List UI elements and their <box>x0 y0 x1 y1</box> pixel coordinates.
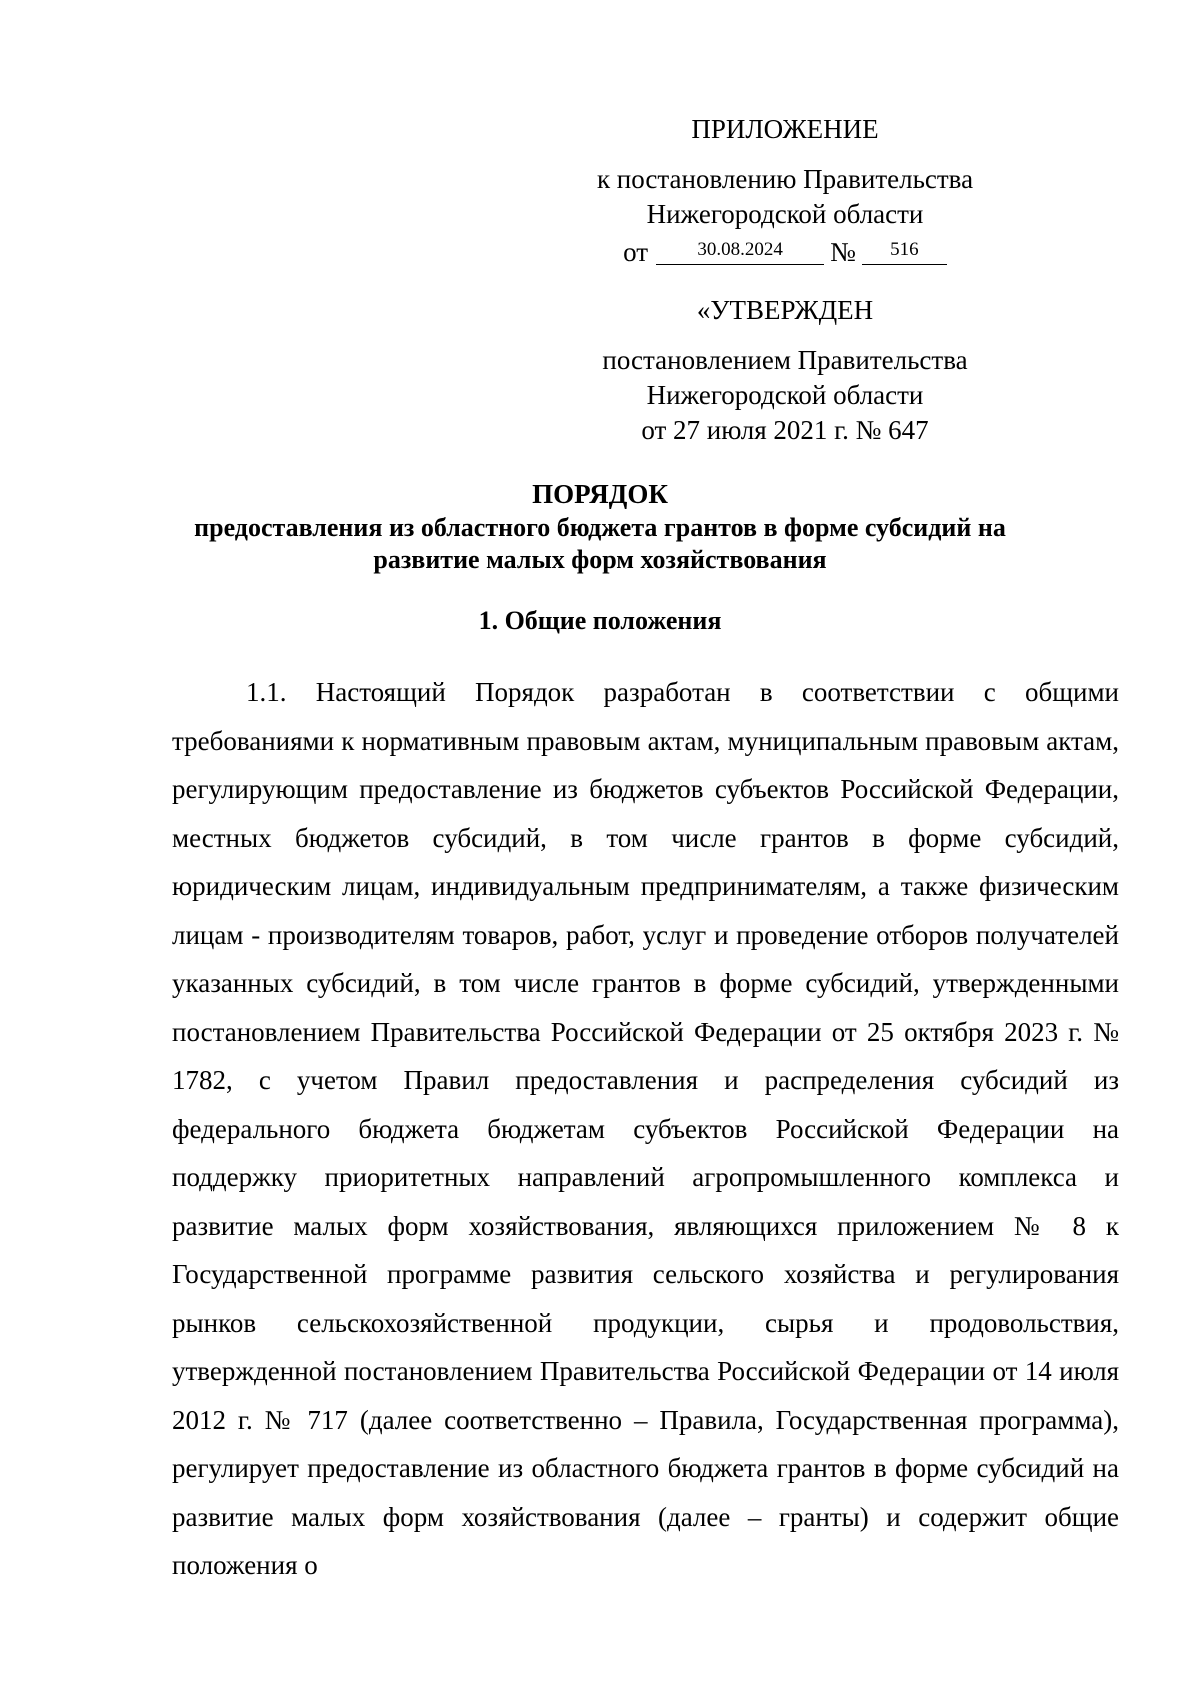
appendix-date-line <box>560 232 1010 270</box>
approved-heading: «УТВЕРЖДЕН <box>696 295 874 325</box>
approved-line-1: постановлением Правительства <box>602 345 968 375</box>
appendix-line-1: к постановлению Правительства <box>596 164 974 194</box>
document-subtitle-line-2: развитие малых форм хозяйствования <box>373 545 827 574</box>
resolution-number: 516 <box>862 239 947 265</box>
document-subtitle-line-1: предоставления из областного бюджета грантов в форме субсидий на <box>194 513 1006 542</box>
approved-block <box>560 293 1010 448</box>
resolution-date: 30.08.2024 <box>656 239 824 265</box>
appendix-heading: ПРИЛОЖЕНИЕ <box>691 114 879 144</box>
document-title: ПОРЯДОК <box>532 479 668 509</box>
document-title-block <box>120 478 1080 576</box>
approved-line-2: Нижегородской области <box>646 380 924 410</box>
appendix-line-2: Нижегородской области <box>646 199 924 229</box>
paragraph-1-1: 1.1. Настоящий Порядок разработан в соответствии с общими требованиями к нормативным правовым актам, муниципальным правовым актам, регулирующим предоставление из бюджетов субъектов Российской Федерации, местных бюджетов субсидий, в том числе грантов в форме субсидий, юридическим лицам, индивидуальным предпринимателям, а также физическим лицам - производителям товаров, работ, услуг и проведение отборов получателей указанных субсидий, в том числе грантов в форме субсидий, утвержденными постановлением Правительства Российской Федерации от 25 октября 2023 г. № 1782, с учетом Правил предоставления и распределения субсидий из федерального бюджета бюджетам субъектов Российской Федерации на поддержку приоритетных направлений агропромышленного комплекса и развитие малых форм хозяйствования, являющихся приложением № 8 к Государственной программе развития сельского хозяйства и регулирования рынков сельскохозяйственной продукции, сырья и продовольствия, утвержденной постановлением Правительства Российской Федерации от 14 июля 2012 г. № 717 (далее соответственно – Правила, Государственная программа), регулирует предоставление из областного бюджета грантов в форме субсидий на развитие малых форм хозяйствования (далее – гранты) и содержит общие положения о <box>172 677 1119 1580</box>
number-sign: № <box>830 237 856 267</box>
section-heading: 1. Общие положения <box>478 606 722 635</box>
approved-line-3: от 27 июля 2021 г. № 647 <box>641 415 929 445</box>
date-prefix: от <box>623 237 649 267</box>
appendix-block <box>560 112 1010 270</box>
